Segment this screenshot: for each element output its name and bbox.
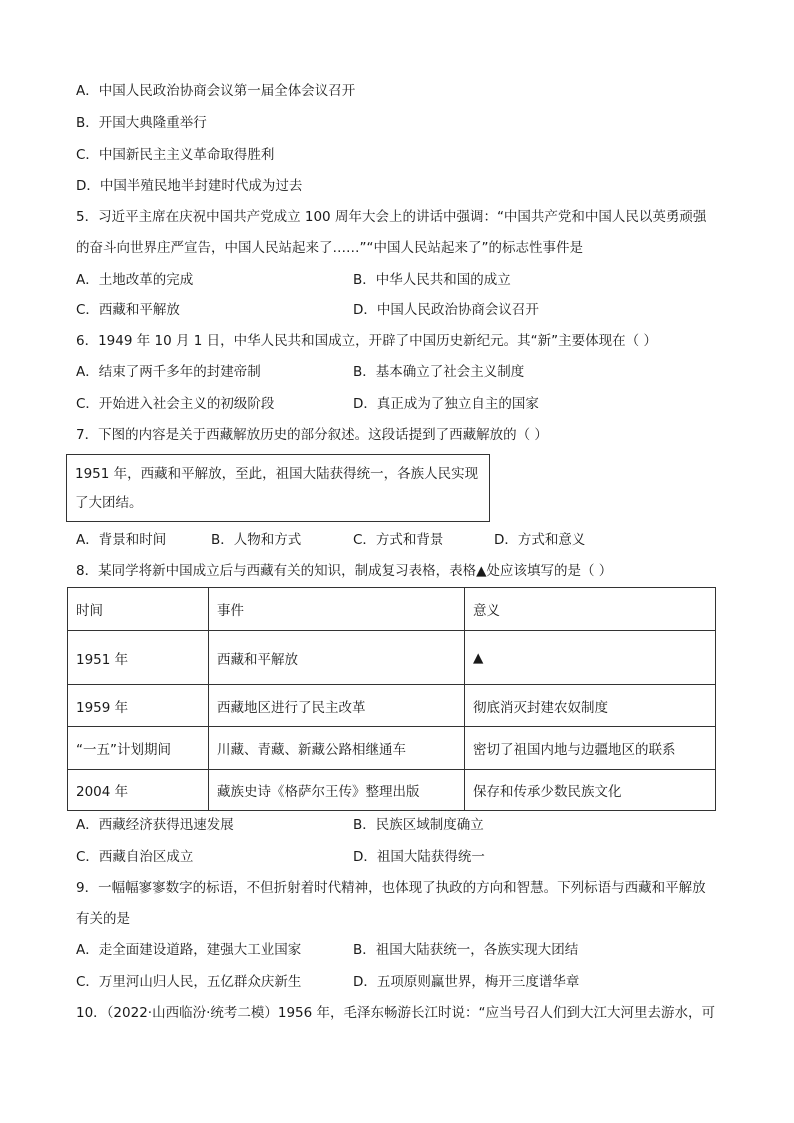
- quote-line-1: 1951 年，西藏和平解放，至此，祖国大陆获得统一，各族人民实现: [75, 466, 479, 482]
- option-5d: D．中国人民政治协商会议召开: [353, 302, 539, 318]
- option-8b: B．民族区域制度确立: [353, 817, 484, 833]
- table-cell: 彻底消灭封建农奴制度: [465, 685, 716, 727]
- question-9-line-1: 9．一幅幅寥寥数字的标语，不但折射着时代精神，也体现了执政的方向和智慧。下列标语与西藏和平解放: [76, 880, 706, 896]
- table-row: [68, 727, 716, 770]
- option-7b: B．人物和方式: [211, 532, 302, 548]
- table-cell: 西藏和平解放: [209, 631, 465, 685]
- option-4b: B．开国大典隆重举行: [76, 115, 207, 131]
- table-cell: 藏族史诗《格萨尔王传》整理出版: [209, 770, 465, 811]
- option-4d: D．中国半殖民地半封建时代成为过去: [76, 178, 303, 194]
- table-row: [68, 631, 716, 685]
- question-9-line-2: 有关的是: [76, 911, 130, 927]
- table-cell: 川藏、青藏、新藏公路相继通车: [209, 727, 465, 770]
- option-7d: D．方式和意义: [494, 532, 586, 548]
- option-6c: C．开始进入社会主义的初级阶段: [76, 396, 275, 412]
- option-7c: C．方式和背景: [353, 532, 444, 548]
- option-5a: A．土地改革的完成: [76, 272, 194, 288]
- question-8: 8．某同学将新中国成立后与西藏有关的知识，制成复习表格，表格▲处应该填写的是（ ）: [76, 563, 613, 579]
- table-header: 事件: [209, 588, 465, 631]
- table-cell: 保存和传承少数民族文化: [465, 770, 716, 811]
- option-9c: C．万里河山归人民，五亿群众庆新生: [76, 974, 302, 990]
- review-table: [67, 587, 716, 811]
- question-10: 10．（2022·山西临汾·统考二模）1956 年，毛泽东畅游长江时说：“应当号召人们到大江大河里去游水，可: [76, 1005, 716, 1021]
- question-7: 7．下图的内容是关于西藏解放历史的部分叙述。这段话提到了西藏解放的（ ）: [76, 427, 548, 443]
- table-header: 时间: [68, 588, 209, 631]
- table-cell: 2004 年: [68, 770, 209, 811]
- question-6: 6．1949 年 10 月 1 日，中华人民共和国成立，开辟了中国历史新纪元。其“新”主要体现在（ ）: [76, 333, 657, 349]
- option-5b: B．中华人民共和国的成立: [353, 272, 511, 288]
- table-cell: 1951 年: [68, 631, 209, 685]
- option-6b: B．基本确立了社会主义制度: [353, 364, 525, 380]
- question-5-line-1: 5．习近平主席在庆祝中国共产党成立 100 周年大会上的讲话中强调：“中国共产党和中国人民以英勇顽强: [76, 209, 707, 225]
- option-9d: D．五项原则赢世界，梅开三度谱华章: [353, 974, 580, 990]
- quote-line-2: 了大团结。: [75, 495, 143, 511]
- question-5-line-2: 的奋斗向世界庄严宣告，中国人民站起来了……”“中国人民站起来了”的标志性事件是: [76, 240, 583, 256]
- option-9a: A．走全面建设道路，建强大工业国家: [76, 942, 302, 958]
- option-9b: B．祖国大陆获统一，各族实现大团结: [353, 942, 579, 958]
- table-cell: ▲: [465, 631, 716, 685]
- table-cell: 密切了祖国内地与边疆地区的联系: [465, 727, 716, 770]
- option-4c: C．中国新民主主义革命取得胜利: [76, 147, 275, 163]
- table-header-row: [68, 588, 716, 631]
- option-8c: C．西藏自治区成立: [76, 849, 194, 865]
- quote-box: [66, 454, 490, 522]
- option-8d: D．祖国大陆获得统一: [353, 849, 485, 865]
- table-row: [68, 770, 716, 811]
- option-6a: A．结束了两千多年的封建帝制: [76, 364, 261, 380]
- option-4a: A．中国人民政治协商会议第一届全体会议召开: [76, 83, 356, 99]
- table-cell: “一五”计划期间: [68, 727, 209, 770]
- table-cell: 西藏地区进行了民主改革: [209, 685, 465, 727]
- table-row: [68, 685, 716, 727]
- option-6d: D．真正成为了独立自主的国家: [353, 396, 539, 412]
- option-8a: A．西藏经济获得迅速发展: [76, 817, 234, 833]
- table-header: 意义: [465, 588, 716, 631]
- table-cell: 1959 年: [68, 685, 209, 727]
- option-5c: C．西藏和平解放: [76, 302, 180, 318]
- option-7a: A．背景和时间: [76, 532, 167, 548]
